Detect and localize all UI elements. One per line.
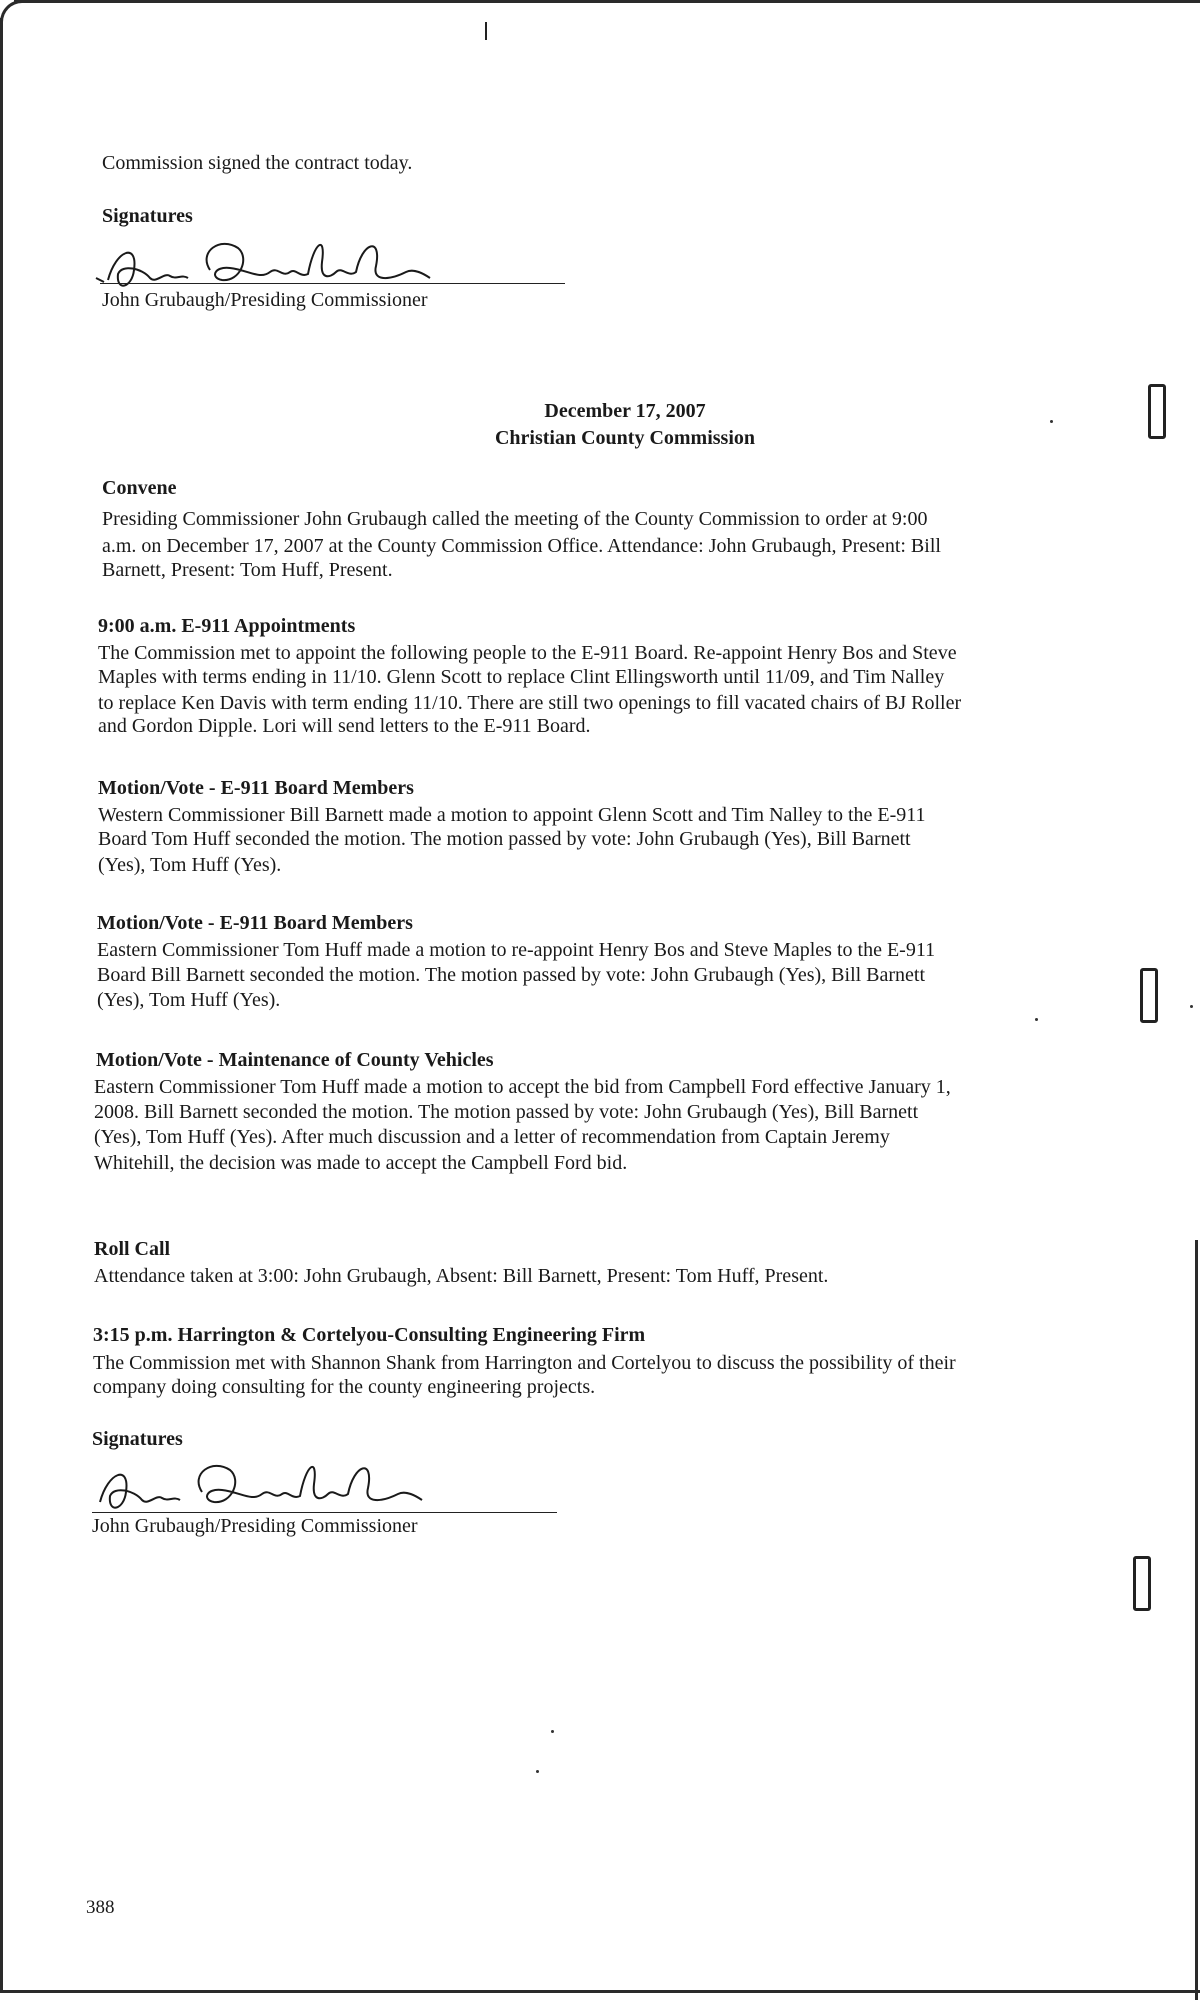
- binder-tab-mark: [1133, 1556, 1151, 1611]
- section-heading: 3:15 p.m. Harrington & Cortelyou-Consulting Engineering Firm: [93, 1324, 646, 1346]
- signer-name: John Grubaugh/Presiding Commissioner: [102, 289, 428, 311]
- section-line: Board Tom Huff seconded the motion. The motion passed by vote: John Grubaugh (Yes), Bill Barnett: [98, 828, 911, 850]
- carryover-text: Commission signed the contract today.: [102, 152, 413, 174]
- section-line: Eastern Commissioner Tom Huff made a motion to accept the bid from Campbell Ford effective January 1,: [94, 1076, 951, 1098]
- section-line: Maples with terms ending in 11/10. Glenn Scott to replace Clint Ellingsworth until 11/09, and Tim Nalley: [98, 666, 945, 688]
- speck: [1190, 1005, 1193, 1008]
- speck: [1050, 420, 1053, 423]
- scan-border-corner: [0, 0, 22, 22]
- section-line: Western Commissioner Bill Barnett made a motion to appoint Glenn Scott and Tim Nalley to the E-911: [98, 804, 926, 826]
- speck: [1035, 1018, 1038, 1021]
- section-heading: Motion/Vote - E-911 Board Members: [98, 777, 414, 799]
- section-line: (Yes), Tom Huff (Yes).: [97, 989, 281, 1011]
- scan-border-left: [0, 18, 3, 1993]
- section-line: to replace Ken Davis with term ending 11/10. There are still two openings to fill vacated chairs of BJ Roller: [98, 692, 962, 714]
- section-line: Attendance taken at 3:00: John Grubaugh, Absent: Bill Barnett, Present: Tom Huff, Present.: [94, 1265, 829, 1287]
- signatures-heading: Signatures: [92, 1428, 183, 1450]
- section-line: 2008. Bill Barnett seconded the motion. The motion passed by vote: John Grubaugh (Yes), Bill Barnett: [94, 1101, 919, 1123]
- scan-border-right: [1195, 1240, 1198, 2000]
- signatures-heading: Signatures: [102, 205, 193, 227]
- meeting-body: Christian County Commission: [494, 427, 756, 449]
- section-line: Board Bill Barnett seconded the motion. The motion passed by vote: John Grubaugh (Yes), Bill Barnett: [97, 964, 926, 986]
- section-heading: Motion/Vote - E-911 Board Members: [97, 912, 413, 934]
- section-line: Whitehill, the decision was made to accept the Campbell Ford bid.: [94, 1152, 628, 1174]
- section-line: Presiding Commissioner John Grubaugh called the meeting of the County Commission to order at 9:00: [102, 508, 928, 530]
- section-heading: Roll Call: [94, 1238, 171, 1260]
- binder-tab-mark: [1148, 384, 1166, 439]
- section-line: Eastern Commissioner Tom Huff made a motion to re-appoint Henry Bos and Steve Maples to the E-911: [97, 939, 936, 961]
- section-line: and Gordon Dipple. Lori will send letters to the E-911 Board.: [98, 715, 591, 737]
- page-number: 388: [86, 1897, 115, 1918]
- section-line: The Commission met with Shannon Shank from Harrington and Cortelyou to discuss the possibility of their: [93, 1352, 956, 1374]
- speck: [551, 1730, 554, 1733]
- scan-border-top: [14, 0, 1200, 3]
- speck: [536, 1770, 539, 1773]
- section-line: a.m. on December 17, 2007 at the County Commission Office. Attendance: John Grubaugh, Present: Bill: [102, 535, 941, 557]
- binder-tab-mark: [1140, 968, 1158, 1023]
- signer-name: John Grubaugh/Presiding Commissioner: [92, 1515, 418, 1537]
- section-line: Barnett, Present: Tom Huff, Present.: [102, 559, 393, 581]
- section-line: company doing consulting for the county engineering projects.: [93, 1376, 596, 1398]
- scan-border-bottom: [0, 1990, 1200, 1993]
- section-heading: Motion/Vote - Maintenance of County Vehicles: [96, 1049, 494, 1071]
- scan-mark: [485, 22, 487, 40]
- section-line: (Yes), Tom Huff (Yes). After much discussion and a letter of recommendation from Captain Jeremy: [94, 1126, 890, 1148]
- section-heading: 9:00 a.m. E-911 Appointments: [98, 615, 356, 637]
- section-line: The Commission met to appoint the following people to the E-911 Board. Re-appoint Henry Bos and Steve: [98, 642, 957, 664]
- meeting-date: December 17, 2007: [544, 400, 706, 422]
- section-line: (Yes), Tom Huff (Yes).: [98, 854, 282, 876]
- section-heading: Convene: [102, 477, 177, 499]
- signature-line: [100, 283, 565, 284]
